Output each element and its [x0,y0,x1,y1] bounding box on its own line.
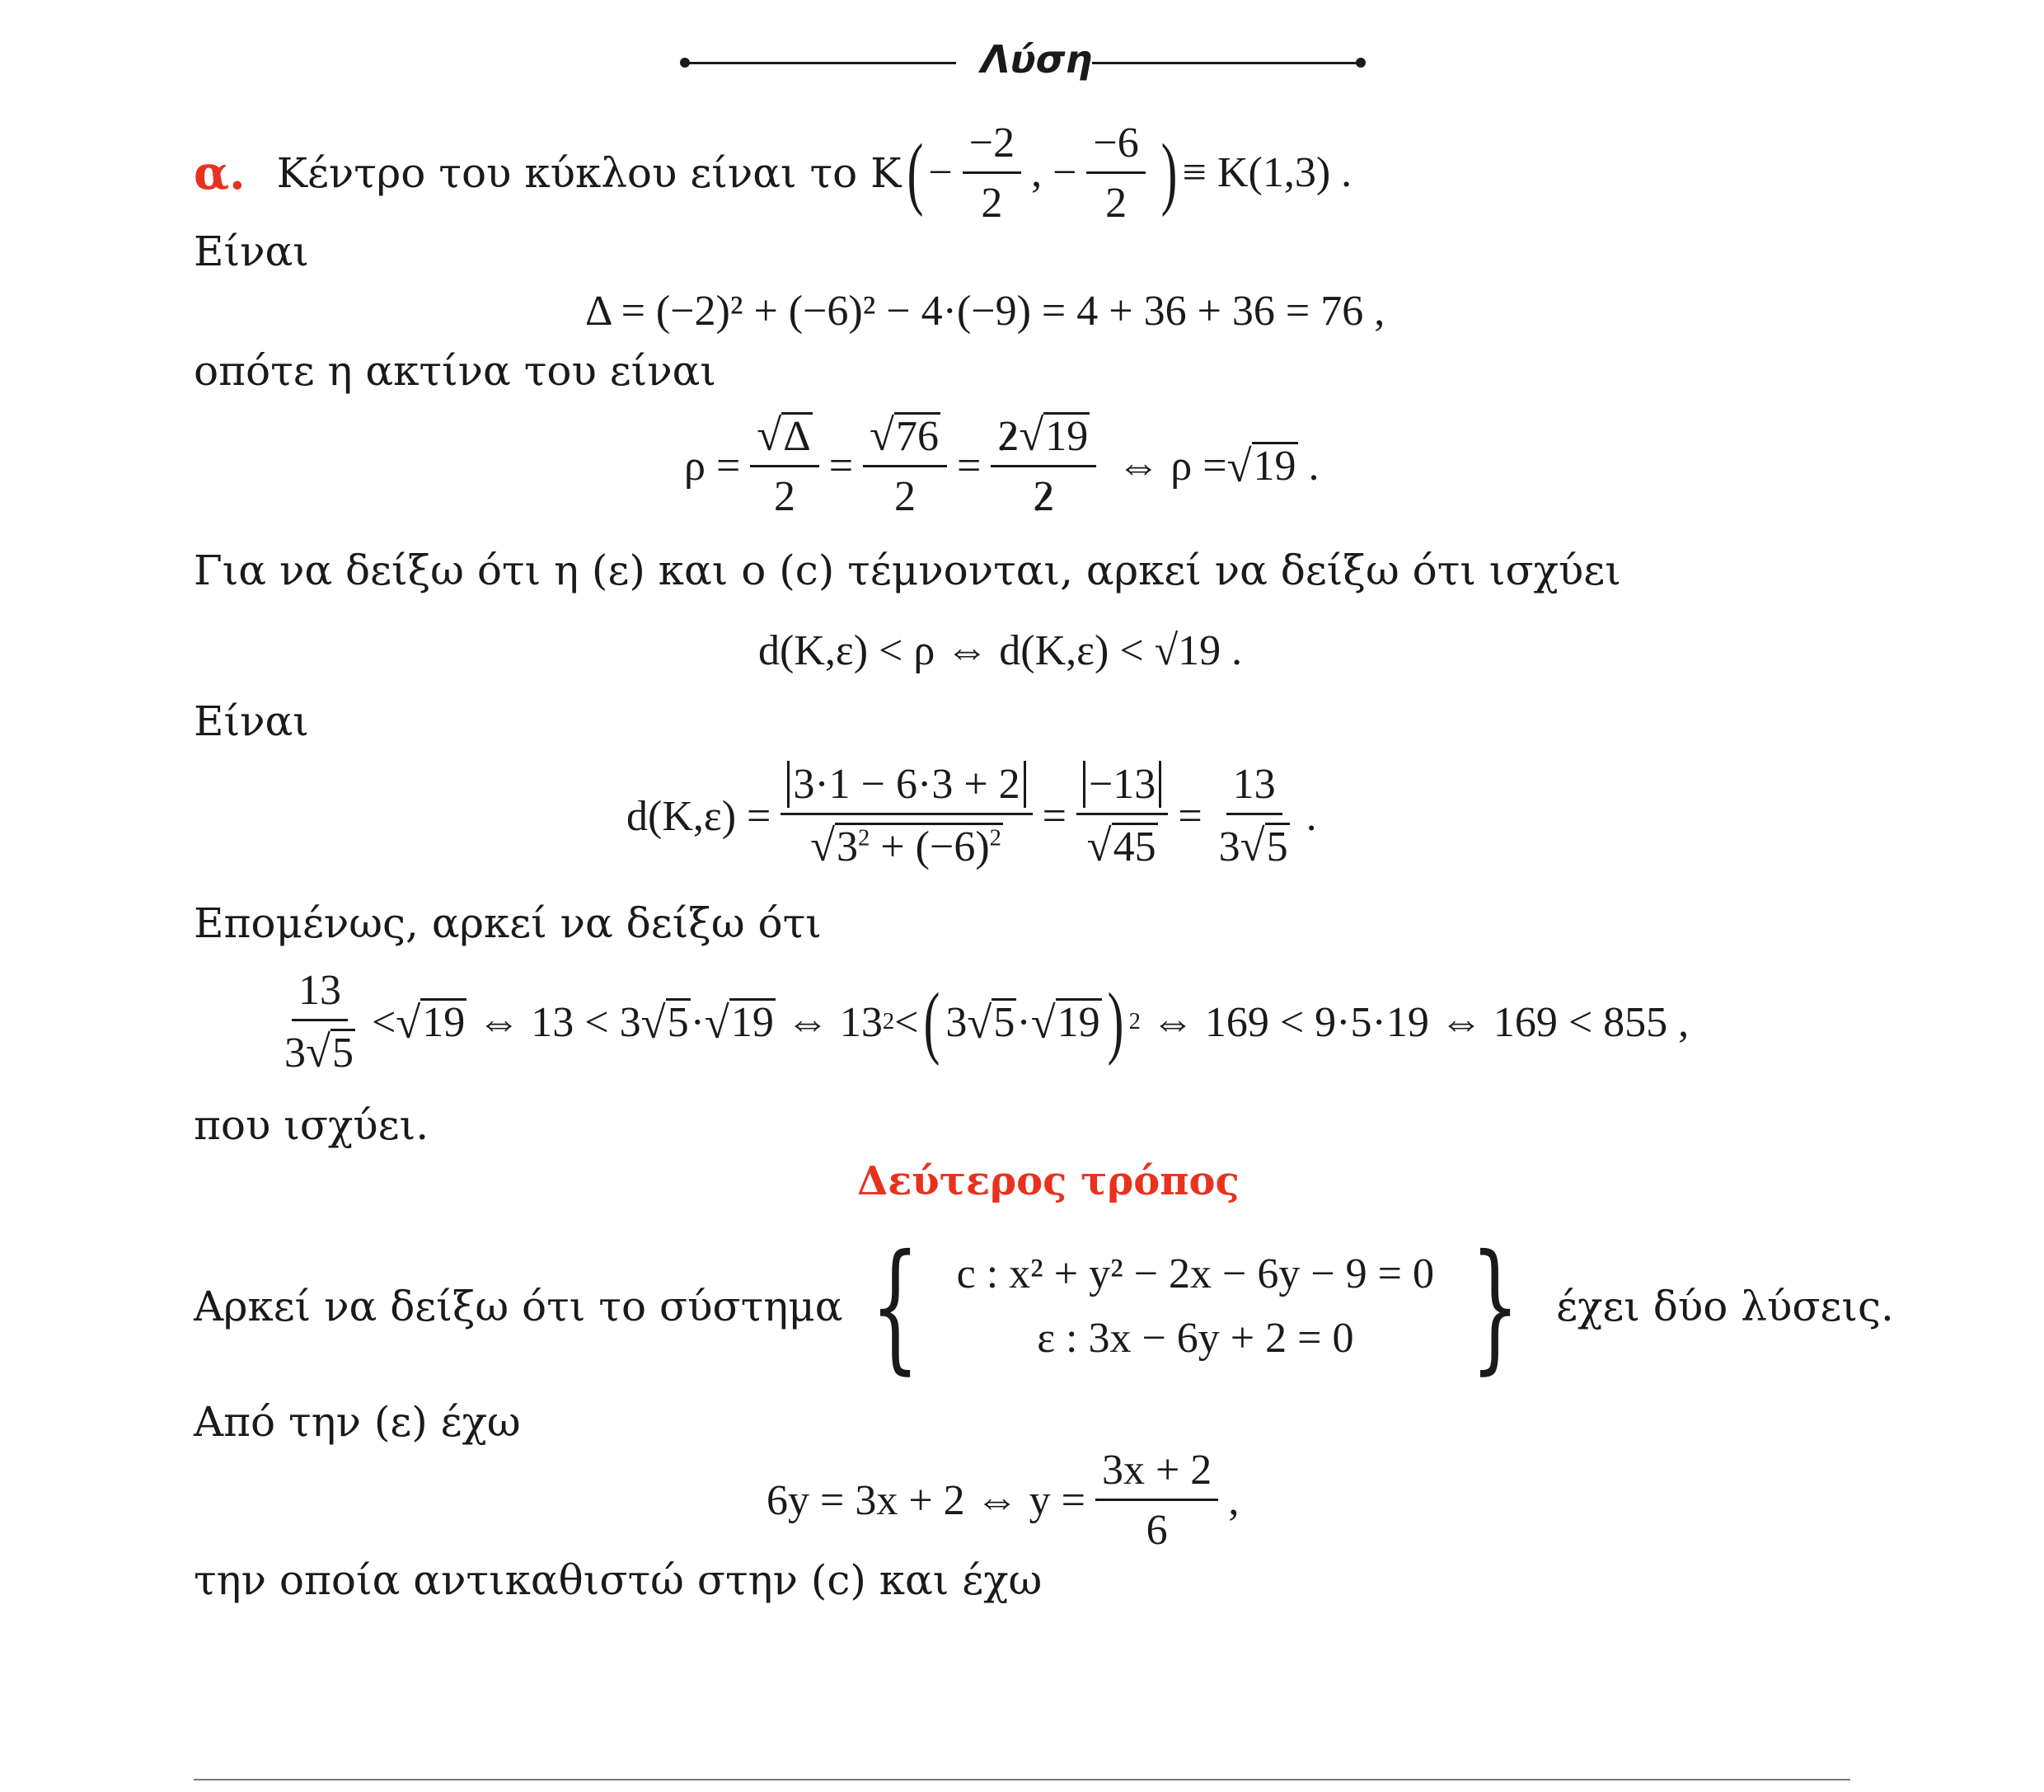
center-line [194,111,1352,235]
system-e-equation: ε : 3x − 6y + 2 = 0 [1037,1315,1354,1362]
show-intersect-text: Για να δείξω ότι η (ε) και ο (c) τέμνονται, αρκεί να δείξω ότι ισχύει [194,547,1621,594]
condition-equation: d(K,ε) < ρ ⇔ d(K,ε) < √19 . [758,627,1243,674]
radius-equation: ρ = $\frac{√\Delta}{2}$ = $\frac{√76}{2}$ = $\frac{2√19}{2}$ ⇔ ρ = √ 19 . [684,410,1320,520]
left-brace: { [870,1225,921,1388]
header-dot-left [680,58,690,68]
therefore-text: Επομένως, αρκεί να δείξω ότι [194,899,822,947]
system-equations [957,1242,1434,1371]
inequality-chain: $\frac{13}{3√5}$ < √ 19 ⇔ 13 < 3 √ 5 · √ 19 ⇔ 13 2 < ( 3 √ 5 · √ 19 ) 2 ⇔ 169 < 9·5·19 ⇔ 169 < 855 , [284,967,1690,1077]
distance-equation: d(K,ε) = $\frac{3\cdot 1 - 6\cdot 3 + 2}{√3^2 + (-6)^2}$ = $\frac{-13}{√45}$ = $\frac{13}{3√5}$ . [626,761,1317,870]
delta-equation: Δ = (−2)² + (−6)² − 4·(−9) = 4 + 36 + 36 = 76 , [585,288,1385,335]
system-intro: Αρκεί να δείξω ότι το σύστημα [194,1283,843,1330]
einai-2: Είναι [194,697,309,745]
header-title: Λύση [981,37,1093,82]
einai-1: Είναι [194,228,309,275]
footer-rule [194,1779,1850,1780]
solution-header [684,37,1360,87]
holds-text: που ισχύει. [194,1101,429,1149]
part-a-label: α. [194,146,246,200]
system-end: έχει δύο λύσεις. [1556,1283,1894,1330]
second-way-heading: Δεύτερος τρόπος [857,1158,1240,1204]
center-result: ≡ K(1,3) . [1182,149,1353,196]
radius-intro: οπότε η ακτίνα του είναι [194,347,717,395]
from-e-text: Από την (ε) έχω [194,1398,521,1446]
system-c-equation: c : x² + y² − 2x − 6y − 9 = 0 [956,1250,1434,1297]
header-dot-right [1356,58,1366,68]
header-rule-left [684,62,956,64]
header-rule-right [1092,62,1360,64]
center-intro: Κέντρο του κύκλου είναι το K [276,149,902,197]
y-equation: 6y = 3x + 2 ⇔ y = $\frac{3x + 2}{6}$ , [766,1446,1240,1554]
right-brace: } [1470,1225,1520,1388]
center-expression: ( − $\frac{-2}{2}$ , − $\frac{-6}{2}$ ) [907,119,1178,227]
system-line [194,1225,1894,1388]
substitute-text: την οποία αντικαθιστώ στην (c) και έχω [194,1556,1043,1604]
